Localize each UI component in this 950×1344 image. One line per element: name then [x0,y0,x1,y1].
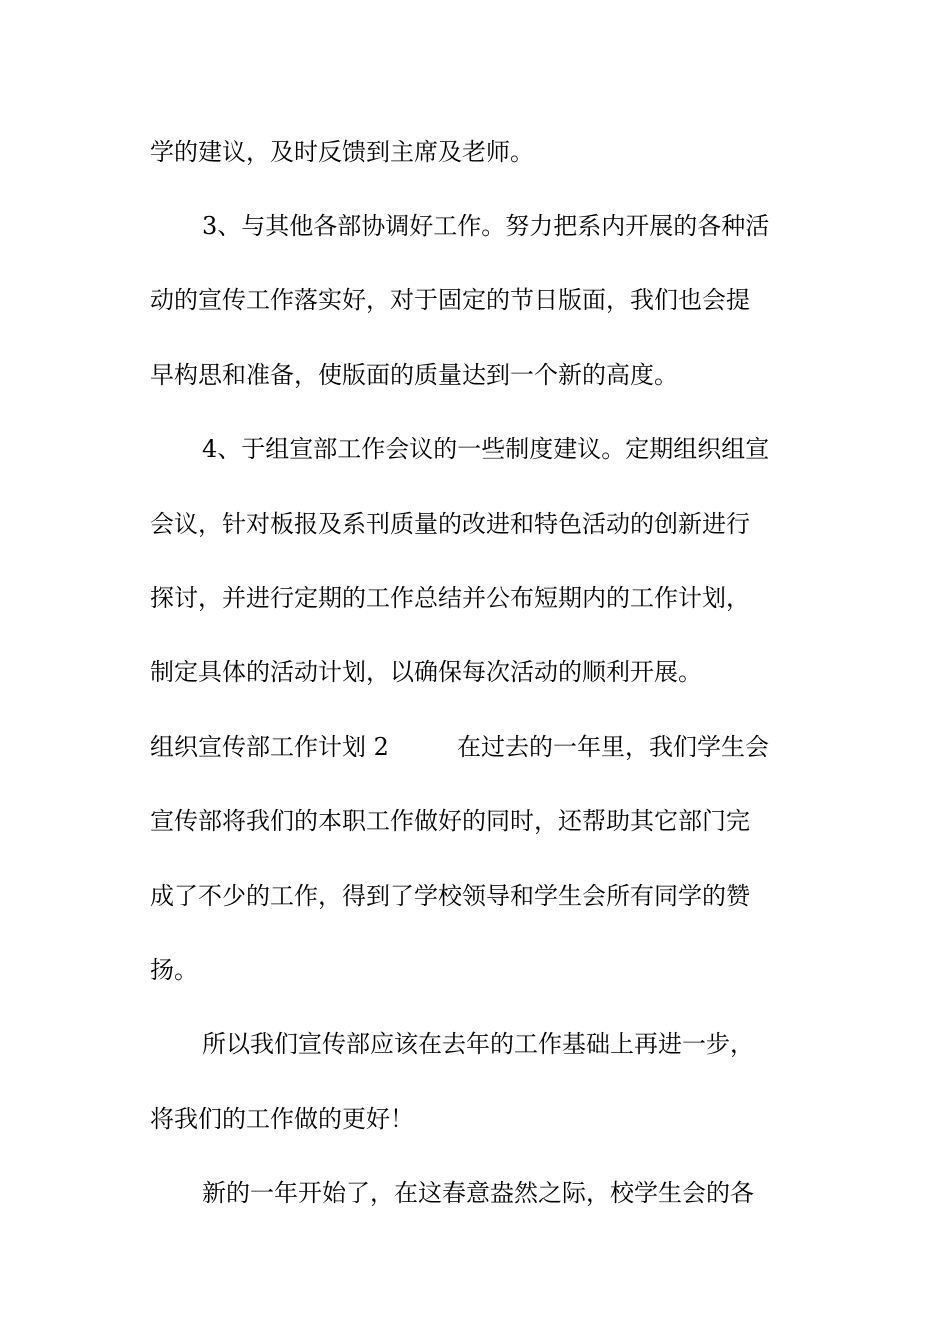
text-line: 新的一年开始了，在这春意盎然之际，校学生会的各 [202,1179,754,1207]
text-line: 宣传部将我们的本职工作做好的同时，还帮助其它部门完 [150,807,750,835]
text-line: 所以我们宣传部应该在去年的工作基础上再进一步， [202,1030,754,1058]
text-line: 早构思和准备，使版面的质量达到一个新的高度。 [150,361,678,389]
section-title: 组织宣传部工作计划 2 [150,733,389,761]
text-line: 学的建议，及时反馈到主席及老师。 [150,138,534,166]
text-line: 动的宣传工作落实好，对于固定的节日版面，我们也会提 [150,286,750,314]
text-line: 探讨，并进行定期的工作总结并公布短期内的工作计划， [150,584,750,612]
text-line: 4、于组宣部工作会议的一些制度建议。定期组织组宣 [202,435,770,463]
text-line: 将我们的工作做的更好！ [150,1105,414,1133]
text-line: 3、与其他各部协调好工作。努力把系内开展的各种活 [202,212,770,240]
text-line: 会议，针对板报及系刊质量的改进和特色活动的创新进行 [150,510,750,538]
text-line: 扬。 [150,956,198,984]
section-heading-line [150,727,830,767]
text-line: 制定具体的活动计划，以确保每次活动的顺利开展。 [150,658,702,686]
section-first-line: 在过去的一年里，我们学生会 [457,733,769,761]
text-line: 成了不少的工作，得到了学校领导和学生会所有同学的赞 [150,882,750,910]
